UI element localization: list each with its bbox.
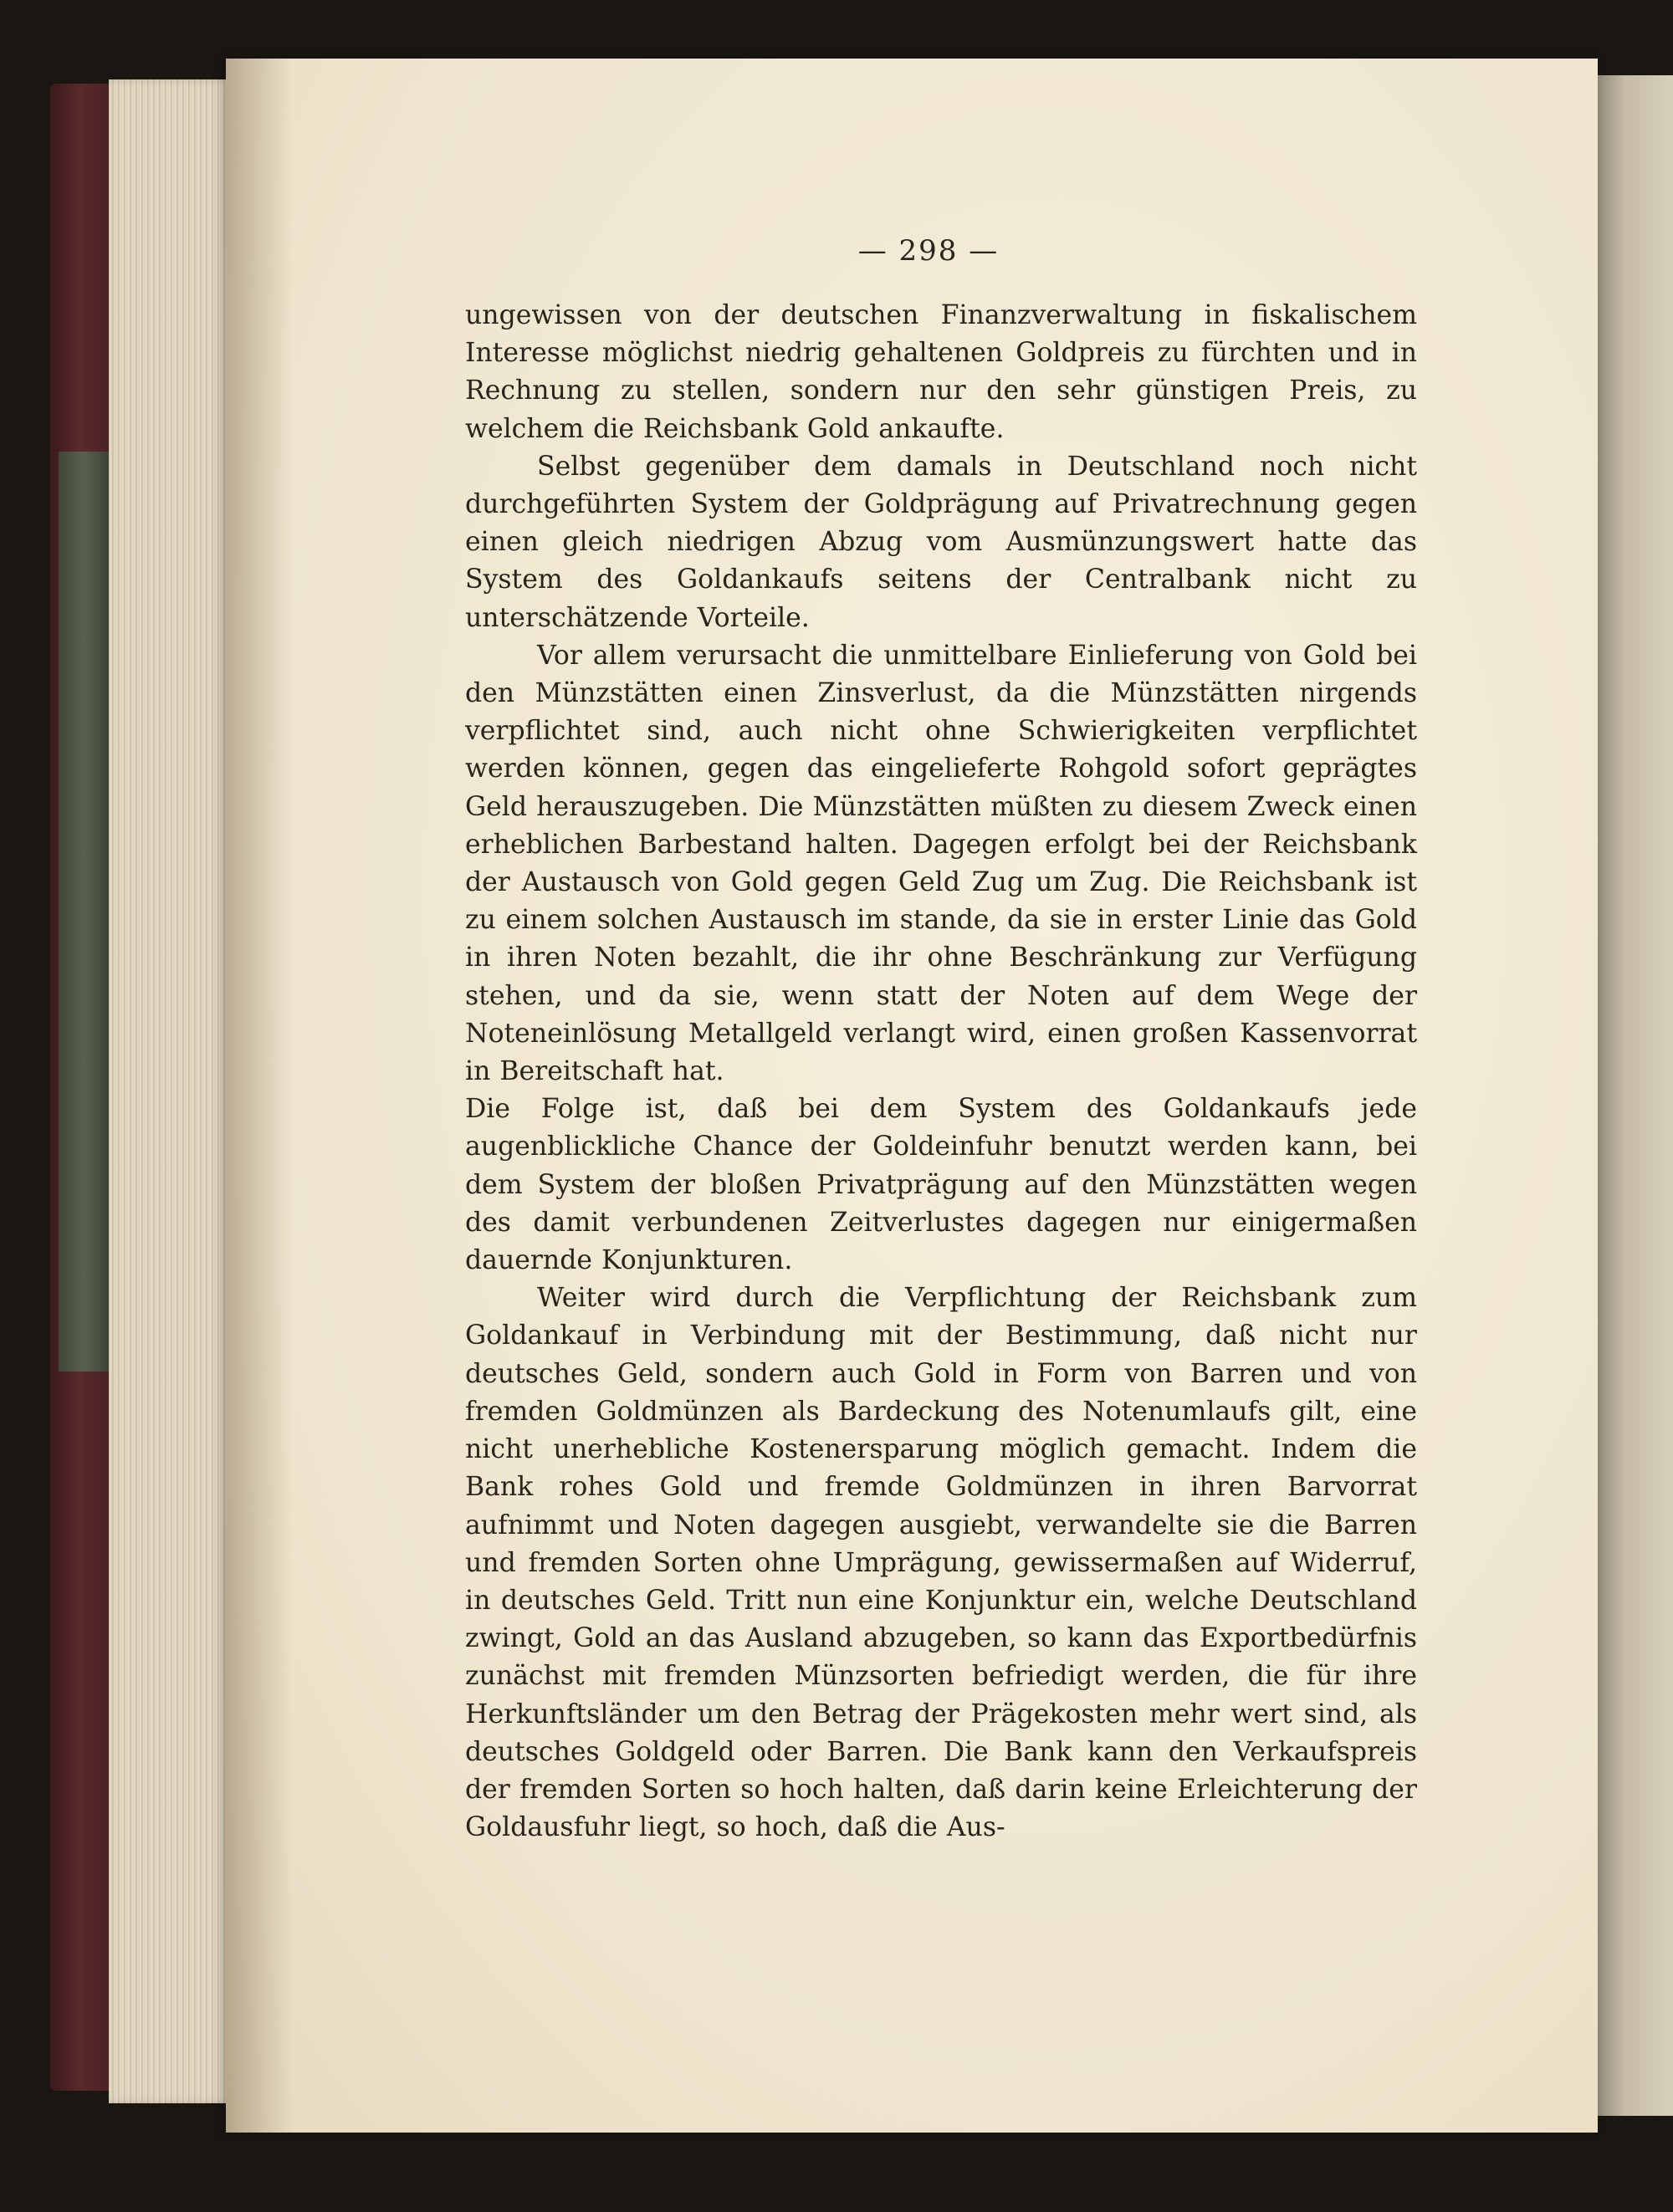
- book-cover-band: [59, 452, 109, 1372]
- page-number: — 298 —: [857, 234, 1000, 268]
- paragraph-3: Vor allem verursacht die unmittelbare Einlieferung von Gold bei den Münzstätten einen Zinsverlust, da die Münzstätten nirgends verpflichtet sind, auch nicht ohne Schwierigkeiten verpflichtet werden können, gegen das eingelieferte Rohgold sofort geprägtes Geld herauszugeben. Die Münzstätten müßten zu diesem Zweck einen erheblichen Barbestand halten. Dagegen erfolgt bei der Reichsbank der Austausch von Gold gegen Geld Zug um Zug. Die Reichsbank ist zu einem solchen Austausch im stande, da sie in erster Linie das Gold in ihren Noten bezahlt, die ihr ohne Beschränkung zur Verfügung stehen, und da sie, wenn statt der Noten auf dem Wege der Noteneinlösung Metallgeld verlangt wird, einen großen Kassenvorrat in Bereitschaft hat.: [465, 640, 1417, 1087]
- paragraph-1: ungewissen von der deutschen Finanzverwaltung in fiskalischem Interesse möglichst niedrig gehaltenen Goldpreis zu fürchten und in Rechnung zu stellen, sondern nur den sehr günstigen Preis, zu welchem die Reichsbank Gold ankaufte.: [465, 300, 1417, 444]
- page-gutter-shadow: [226, 59, 293, 2133]
- body-text: [465, 297, 1417, 1847]
- paragraph-5: Weiter wird durch die Verpflichtung der Reichsbank zum Goldankauf in Verbindung mit der Bestimmung, daß nicht nur deutsches Geld, sondern auch Gold in Form von Barren und von fremden Goldmünzen als Bardeckung des Notenumlaufs gilt, eine nicht unerhebliche Kostenersparung möglich gemacht. Indem die Bank rohes Gold und fremde Goldmünzen in ihren Barvorrat aufnimmt und Noten dagegen ausgiebt, verwandelte sie die Barren und fremden Sorten ohne Umprägung, gewissermaßen auf Widerruf, in deutsches Geld. Tritt nun eine Konjunktur ein, welche Deutschland zwingt, Gold an das Ausland abzugeben, so kann das Exportbedürfnis zunächst mit fremden Münzsorten befriedigt werden, die für ihre Herkunftsländer um den Betrag der Prägekosten mehr wert sind, als deutsches Goldgeld oder Barren. Die Bank kann den Verkaufspreis der fremden Sorten so hoch halten, daß darin keine Erleichterung der Goldausfuhr liegt, so hoch, daß die Aus-: [465, 1283, 1417, 1843]
- paragraph-2: Selbst gegenüber dem damals in Deutschland noch nicht durchgeführten System der Goldprägung auf Privatrechnung gegen einen gleich niedrigen Abzug vom Ausmünzungswert hatte das System des Goldankaufs seitens der Centralbank nicht zu unterschätzende Vorteile.: [465, 451, 1417, 633]
- page-edges: [109, 79, 234, 2103]
- paragraph-4: Die Folge ist, daß bei dem System des Goldankaufs jede augenblickliche Chance der Goldeinfuhr benutzt werden kann, bei dem System der bloßen Privatprägung auf den Münzstätten wegen des damit verbundenen Zeitverlustes dagegen nur einigermaßen dauernde Konjunkturen.: [465, 1094, 1417, 1276]
- facing-page-edge: [1594, 75, 1673, 2116]
